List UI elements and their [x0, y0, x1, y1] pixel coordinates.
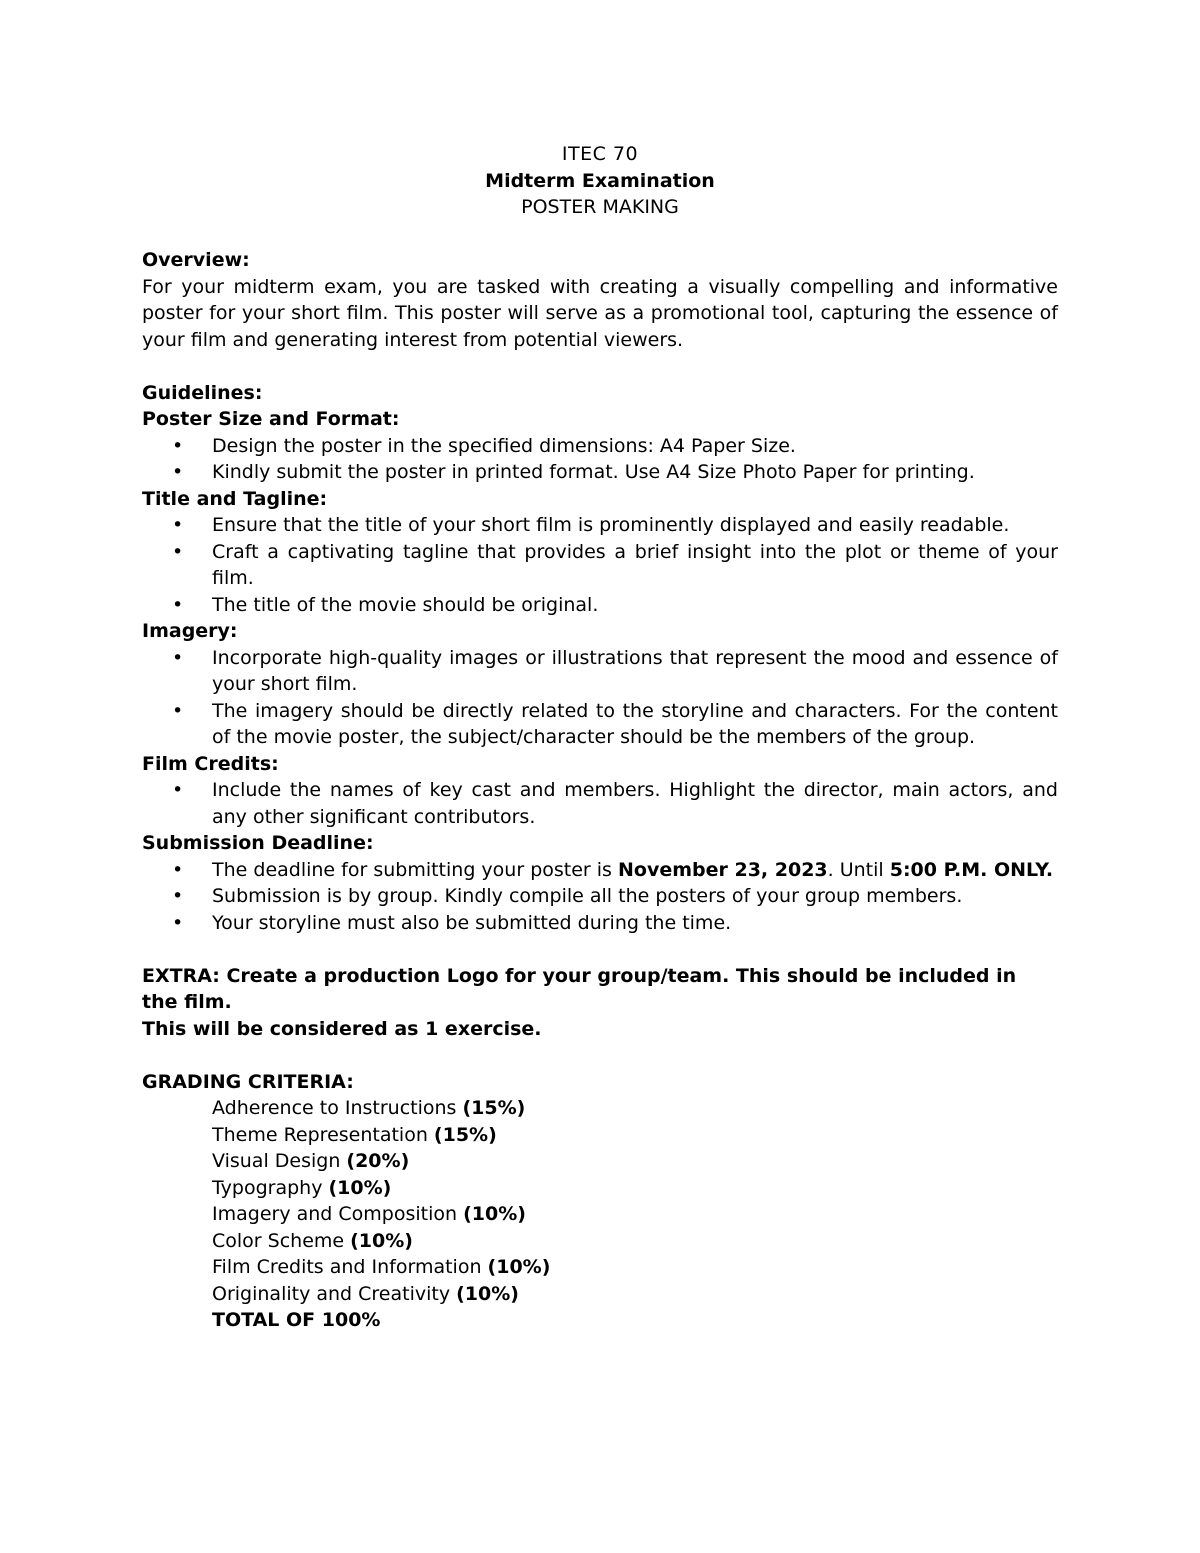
deadline-time: 5:00 P.M. ONLY. — [889, 858, 1054, 881]
criterion-row — [212, 1175, 1058, 1202]
criterion-weight: (10%) — [463, 1203, 526, 1225]
list-item: • Your storyline must also be submitted during the time. — [142, 910, 1058, 937]
extra-line-1: EXTRA: Create a production Logo for your group/team. This should be included in the film. — [142, 964, 1017, 1013]
exam-topic: POSTER MAKING — [521, 196, 679, 218]
extra-line-2: This will be considered as 1 exercise. — [142, 1017, 542, 1040]
deadline-prefix: The deadline for submitting your poster is — [212, 858, 618, 881]
section-heading-film-credits: Film Credits: — [142, 752, 279, 775]
grading-total: TOTAL OF 100% — [212, 1309, 381, 1331]
exam-title: Midterm Examination — [485, 169, 715, 192]
criterion-label: Imagery and Composition — [212, 1203, 464, 1225]
criterion-row — [212, 1228, 1058, 1255]
criterion-weight: (10%) — [456, 1282, 519, 1305]
course-code: ITEC 70 — [561, 143, 639, 165]
deadline-item — [142, 857, 1058, 884]
criterion-weight: (15%) — [462, 1097, 526, 1119]
title-tagline-list — [142, 512, 1058, 618]
criterion-row — [212, 1148, 1058, 1175]
section-heading-imagery: Imagery: — [142, 620, 238, 642]
criterion-weight: (15%) — [433, 1123, 497, 1146]
criterion-weight: (10%) — [328, 1176, 392, 1199]
list-item: • Include the names of key cast and members. Highlight the director, main actors, and any other significant contributors. — [142, 777, 1058, 830]
list-item: • Design the poster in the specified dimensions: A4 Paper Size. — [142, 433, 1058, 460]
list-item: • Ensure that the title of your short film is prominently displayed and easily readable. — [142, 512, 1058, 539]
criterion-row — [212, 1254, 1058, 1281]
grading-heading: GRADING CRITERIA: — [142, 1070, 354, 1093]
deadline-date: November 23, 2023 — [618, 858, 828, 881]
criterion-label: Typography — [212, 1176, 329, 1199]
guidelines-heading: Guidelines: — [142, 381, 263, 404]
deadline-middle: . Until — [827, 858, 890, 881]
criterion-row — [212, 1095, 1058, 1122]
poster-size-list — [142, 433, 1058, 486]
list-item: • Submission is by group. Kindly compile all the posters of your group members. — [142, 883, 1058, 910]
grading-criteria-list — [142, 1095, 1058, 1334]
criterion-row — [212, 1201, 1058, 1228]
criterion-label: Color Scheme — [212, 1229, 351, 1252]
criterion-label: Adherence to Instructions — [212, 1097, 463, 1119]
criterion-label: Film Credits and Information — [212, 1256, 488, 1278]
submission-deadline-list — [142, 857, 1058, 937]
section-heading-title-tagline: Title and Tagline: — [142, 487, 328, 510]
section-heading-submission-deadline: Submission Deadline: — [142, 832, 374, 854]
list-item: • Craft a captivating tagline that provides a brief insight into the plot or theme of your film. — [142, 539, 1058, 592]
criterion-weight: (10%) — [487, 1256, 551, 1278]
section-heading-poster-size: Poster Size and Format: — [142, 408, 400, 430]
list-item: • Kindly submit the poster in printed format. Use A4 Size Photo Paper for printing. — [142, 459, 1058, 486]
imagery-list — [142, 645, 1058, 751]
criterion-label: Theme Representation — [212, 1123, 434, 1146]
criterion-weight: (20%) — [346, 1150, 410, 1172]
criterion-label: Originality and Creativity — [212, 1282, 457, 1305]
overview-text: For your midterm exam, you are tasked with creating a visually compelling and informative poster for your short film. This poster will serve as a promotional tool, capturing the essence of your film and generating interest from potential viewers. — [142, 275, 1058, 351]
criterion-row — [212, 1281, 1058, 1308]
criterion-label: Visual Design — [212, 1150, 347, 1172]
overview-heading: Overview: — [142, 249, 250, 271]
list-item: • Incorporate high-quality images or illustrations that represent the mood and essence of your short film. — [142, 645, 1058, 698]
list-item: • The imagery should be directly related to the storyline and characters. For the content of the movie poster, the subject/character should be the members of the group. — [142, 698, 1058, 751]
criterion-row — [212, 1122, 1058, 1149]
criterion-weight: (10%) — [350, 1229, 413, 1252]
list-item: • The title of the movie should be original. — [142, 592, 1058, 619]
film-credits-list — [142, 777, 1058, 830]
